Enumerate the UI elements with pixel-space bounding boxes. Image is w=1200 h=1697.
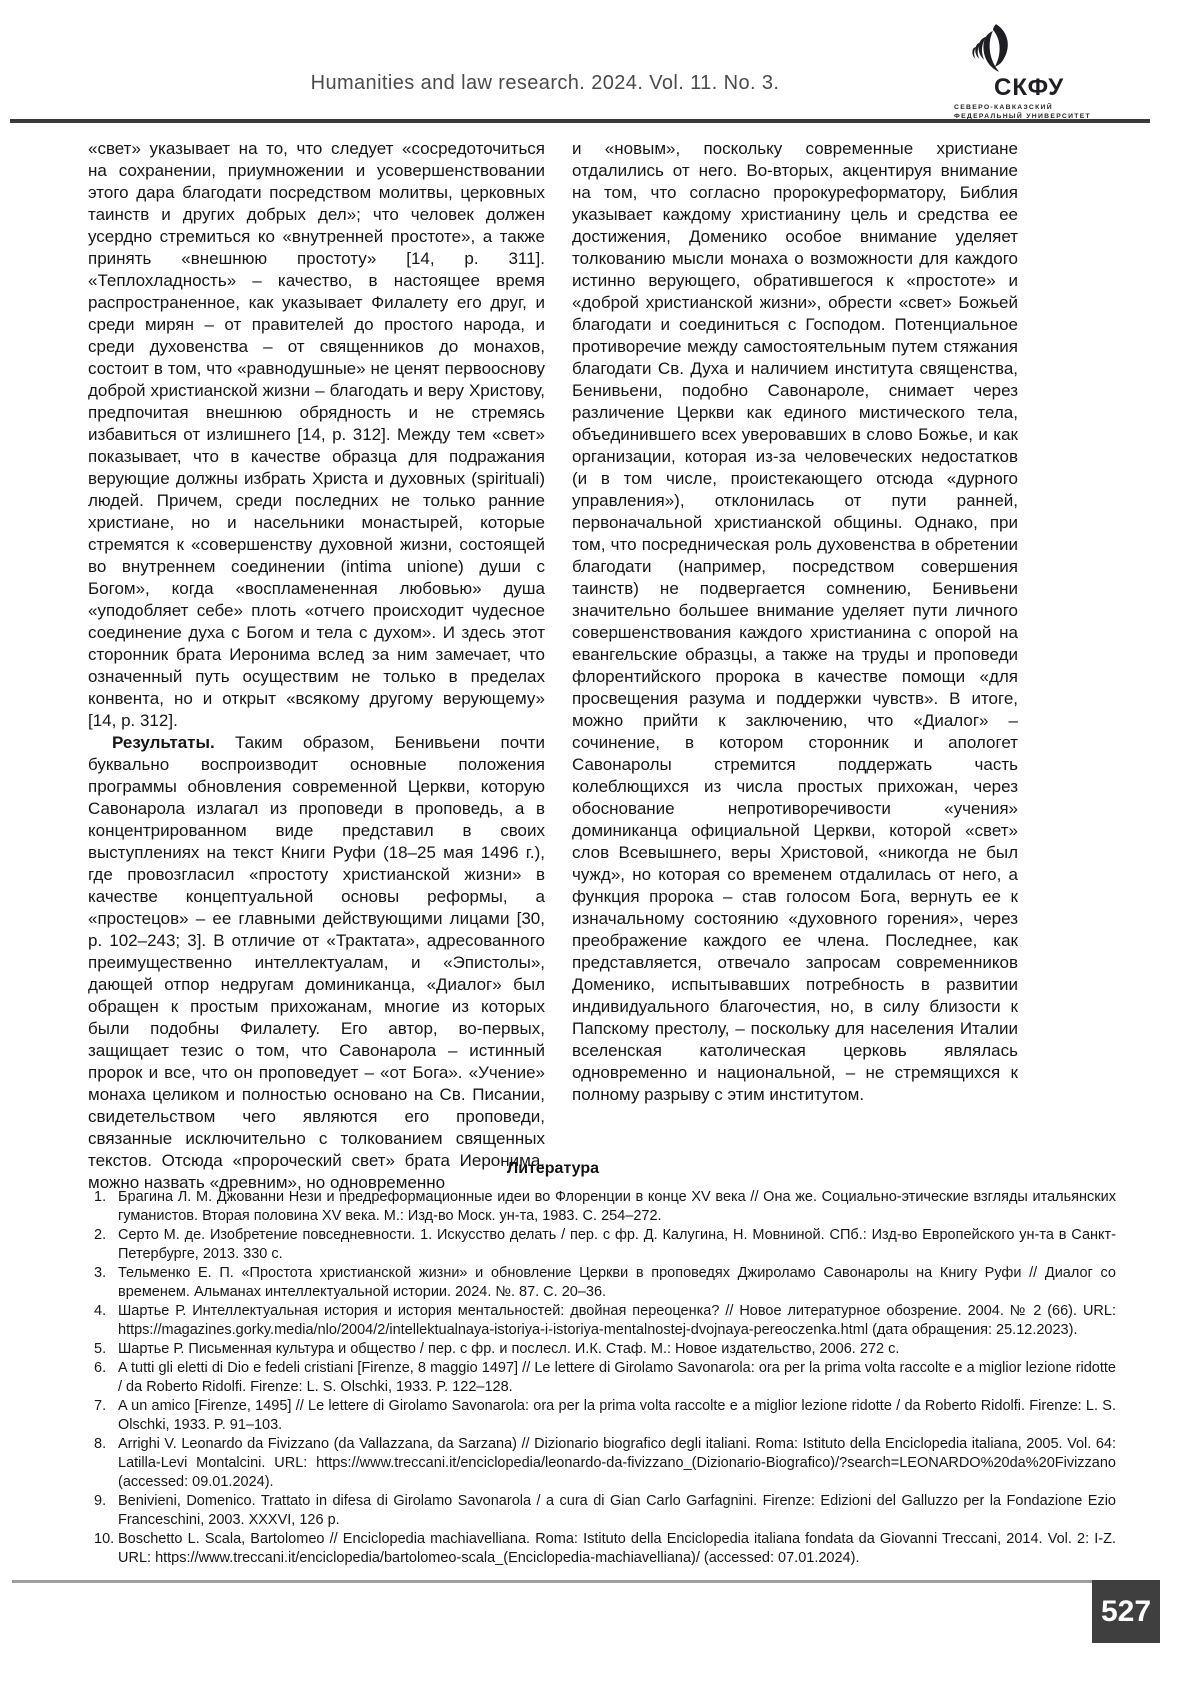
reference-item (88, 1492, 1116, 1530)
reference-item (88, 1397, 1116, 1435)
logo-subtitle-line1: СЕВЕРО-КАВКАЗСКИЙ (954, 104, 1053, 111)
reference-number: 4. (94, 1303, 107, 1319)
reference-text: A un amico [Firenze, 1495] // Le lettere di Girolamo Savonarola: ora per la prima volta raccolte e a miglior lezione ridotte / da Roberto Ridolfi. Firenze: L. S. Olschki, 1933. P. 91–103. (118, 1398, 1116, 1433)
reference-text: Тельменко Е. П. «Простота христианской жизни» и обновление Церкви в проповедях Джироламо Савонаролы на Книгу Руфи // Диалог со временем. Альманах интеллектуальной истории. 2024. №. 87. С. 20–36. (118, 1265, 1116, 1300)
reference-item (88, 1264, 1116, 1302)
reference-number: 2. (94, 1227, 107, 1243)
reference-number: 9. (94, 1493, 107, 1509)
page-number: 527 (1100, 1594, 1152, 1628)
reference-text: Брагина Л. М. Джованни Нези и предреформационные идеи во Флоренции в конце XV века // Она же. Социально-этические взгляды итальянских гуманистов. Вторая половина XV века. М.: Изд-во Моск. ун-та, 1983. С. 254–272. (118, 1189, 1116, 1224)
reference-text: Шартье Р. Письменная культура и общество / пер. с фр. и послесл. И.К. Стаф. М.: Новое издательство, 2006. 272 с. (118, 1341, 900, 1357)
right-column-paragraph-1: и «новым», поскольку современные христиане отдалились от него. Во-вторых, акцентируя внимание на том, что согласно пророкуреформатору, Библия указывает каждому христианину цель и средства ее достижения, Доменико особое внимание уделяет толкованию мысли монаха о возможности для каждого истинно верующего, обратившегося к «простоте» и «доброй христианской жизни», обрести «свет» Божьей благодати и соединиться с Господом. Потенциальное противоречие между самостоятельным путем стяжания благодати Св. Духа и наличием института священства, Бенивьени, подобно Савонароле, снимает через различение Церкви как единого мистического тела, объединившего всех уверовавших в слово Божье, и как организации, которая из-за человеческих недостатков (и в том числе, проистекающего отсюда «дурного управления»), отклонилась от пути ранней, первоначальной христианской общины. Однако, при том, что посредническая роль духовенства в обретении благодати (например, посредством совершения таинств) не подвергается сомнению, Бенивьени значительно большее внимание уделяет пути личного совершенствования каждого христианина с опорой на евангельские образцы, а также на труды и проповеди флорентийского пророка в качестве помощи «для просвещения разума и поддержки чувств». В итоге, можно прийти к заключению, что «Диалог» – сочинение, в котором сторонник и апологет Савонаролы стремится поддержать часть колеблющихся из числа простых прихожан, через обоснование непротиворечивости «учения» доминиканца официальной Церкви, которой «свет» слов Всевышнего, веры Христовой, «никогда не был чужд», но которая со временем отдалилась от него, а функция пророка – став голосом Бога, вернуть ее к изначальному состоянию «духовного горения», через преображение каждого ее члена. Последнее, как представляется, отвечало запросам современников Доменико, испытывавших потребность в развитии индивидуального благочестия, но, в силу близости к Папскому престолу, – поскольку для населения Италии вселенская католическая церковь являлась одновременно и национальной, – не стремящихся к полному разрыву с этим институтом. (572, 139, 1018, 1104)
results-paragraph-text: Таким образом, Бенивьени почти буквально воспроизводит основные положения программы обновления современной Церкви, которую Савонарола излагал из проповеди в проповедь, а в концентрированном виде представил в своих выступлениях на текст Книги Руфи (18–25 мая 1496 г.), где провозгласил «простоту христианской жизни» в качестве концептуальной основы реформы, а «простецов» – ее главными действующими лицами [30, p. 102–243; 3]. В отличие от «Трактата», адресованного преимущественно интеллектуалам, и «Эпистолы», дающей отпор недругам доминиканца, «Диалог» был обращен к простым прихожанам, многие из которых были подобны Филалету. Его автор, во-первых, защищает тезис о том, что Савонарола – истинный пророк и все, что он проповедует – «от Бога». «Учение» монаха целиком и полностью основано на Св. Писании, свидетельством чего являются его проповеди, связанные исключительно с толкованием священных текстов. Отсюда «пророческий свет» брата Иеронима, можно назвать «древним», но одновременно (88, 733, 545, 1192)
logo-subtitle-line2: ФЕДЕРАЛЬНЫЙ УНИВЕРСИТЕТ (954, 112, 1091, 120)
reference-number: 1. (94, 1189, 107, 1205)
reference-item (88, 1188, 1116, 1226)
reference-item (88, 1226, 1116, 1264)
references-list (88, 1188, 1116, 1568)
reference-number: 3. (94, 1265, 107, 1281)
reference-text: Boschetto L. Scala, Bartolomeo // Enciclopedia machiavelliana. Roma: Istituto della Enciclopedia italiana fondata da Giovanni Treccani, 2014. Vol. 2: I-Z. URL: https://www.treccani.it/enciclopedia/bartolomeo-scala_(Enciclopedia-machiavelliana)/ (accessed: 07.01.2024). (118, 1531, 1116, 1566)
reference-number: 10. (94, 1531, 115, 1547)
reference-text: A tutti gli eletti di Dio e fedeli cristiani [Firenze, 8 maggio 1497] // Le lettere di Girolamo Savonarola: ora per la prima volta raccolte e a miglior lezione ridotte / da Roberto Ridolfi. Firenze: L. S. Olschki, 1933. P. 122–128. (118, 1360, 1116, 1395)
reference-number: 8. (94, 1436, 107, 1452)
references-heading: Литература (506, 1160, 600, 1177)
reference-number: 7. (94, 1398, 107, 1414)
right-column (572, 138, 1018, 1194)
reference-text: Шартье Р. Интеллектуальная история и история ментальностей: двойная переоценка? // Новое литературное обозрение. 2004. № 2 (66). URL: https://magazines.gorky.media/nlo/2004/2/intellektualnaya-istoriya-i-istoriya-mentalnostej-dvojnaya-pereoczenka.html (дата обращения: 25.12.2023). (118, 1303, 1116, 1338)
reference-item (88, 1530, 1116, 1568)
reference-text: Benivieni, Domenico. Trattato in difesa di Girolamo Savonarola / a cura di Gian Carlo Garfagnini. Firenze: Edizioni del Galluzzo per la Fondazione Ezio Franceschini, 2003. XXXVI, 126 p. (118, 1493, 1116, 1528)
university-logo (938, 22, 1098, 120)
footer-divider-rule (12, 1580, 1092, 1583)
reference-item (88, 1435, 1116, 1492)
left-column (88, 138, 545, 1194)
page-number-box (1092, 1580, 1160, 1643)
reference-item (88, 1340, 1116, 1359)
left-column-paragraph-1: «свет» указывает на то, что следует «сосредоточиться на сохранении, приумножении и усовершенствовании этого дара благодати посредством молитвы, церковных таинств и других добрых дел»; что человек должен усердно стремиться ко «внутренней простоте», а также принять «внешнюю простоту» [14, p. 311]. «Теплохладность» – качество, в настоящее время распространенное, как указывает Филалету его друг, и среди мирян – от правителей до простого народа, и среди духовенства – от священников до монахов, состоит в том, что «равнодушные» не ценят первооснову доброй христианской жизни – благодать и веру Христову, предпочитая внешнюю обрядность и не стремясь избавиться от излишнего [14, p. 312]. Между тем «свет» показывает, что в качестве образца для подражания верующие должны избрать Христа и духовных (spirituali) людей. Причем, среди последних не только ранние христиане, но и насельники монастырей, которые стремятся к «совершенству духовной жизни, состоящей во внутреннем соединении (intima unione) души с Богом», когда «воспламененная любовью» душа «уподобляет себе» плоть «отчего происходит чудесное соединение духа с Богом и тела с духом». И здесь этот сторонник брата Иеронима вслед за ним замечает, что означенный путь осуществим не только в пределах конвента, но и открыт «всякому другому верующему» [14, p. 312]. (88, 139, 545, 730)
journal-title: Humanities and law research. 2024. Vol. 11. No. 3. (310, 72, 780, 94)
header-divider-rule (10, 119, 1150, 123)
reference-number: 5. (94, 1341, 107, 1357)
left-column-paragraph-2 (88, 732, 545, 1194)
reference-number: 6. (94, 1360, 107, 1376)
article-body (88, 138, 1018, 1194)
reference-text: Серто М. де. Изобретение повседневности. 1. Искусство делать / пер. с фр. Д. Калугина, Н. Мовниной. СПб.: Изд-во Европейского ун-та в Санкт-Петербурге, 2013. 330 с. (118, 1227, 1116, 1262)
reference-item (88, 1302, 1116, 1340)
reference-item (88, 1359, 1116, 1397)
results-label: Результаты. (112, 733, 235, 752)
reference-text: Arrighi V. Leonardo da Fivizzano (da Vallazzana, da Sarzana) // Dizionario biografico degli italiani. Roma: Istituto della Enciclopedia italiana, 2005. Vol. 64: Latilla-Levi Montalcini. URL: https://www.treccani.it/enciclopedia/leonardo-da-fivizzano_(Dizionario-Biografico)/?search=LEONARDO%20da%20Fivizzano (accessed: 09.01.2024). (118, 1436, 1116, 1490)
logo-abbreviation: СКФУ (994, 74, 1065, 101)
